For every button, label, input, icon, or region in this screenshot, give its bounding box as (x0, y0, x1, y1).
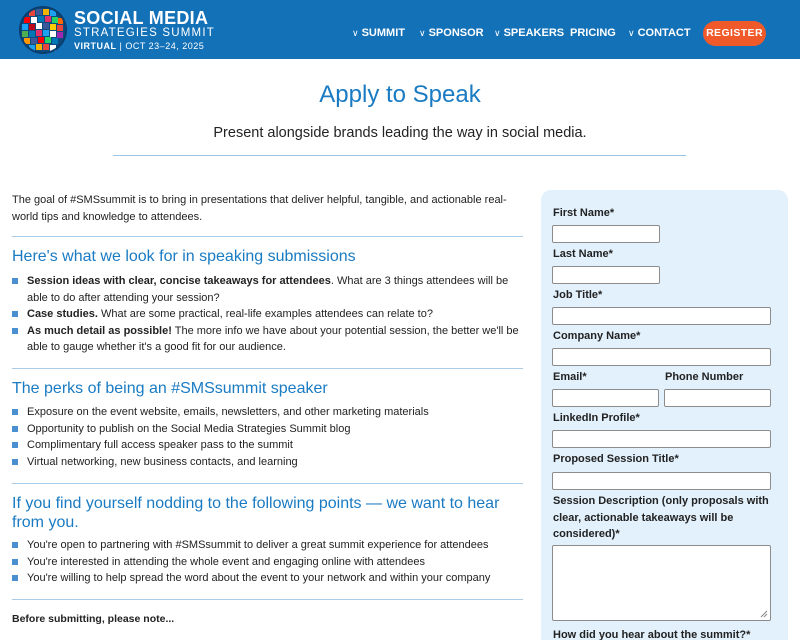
list-item (12, 437, 524, 454)
before-submitting-note: Before submitting, please note... (12, 613, 175, 625)
list-item-text: You're willing to help spread the word about the event to your network and within your company (27, 572, 491, 584)
company-name-input[interactable] (552, 348, 771, 366)
first-name-label: First Name* (553, 207, 615, 219)
list-item-text: Opportunity to publish on the Social Media Strategies Summit blog (27, 422, 351, 435)
bullet-square-icon (12, 575, 18, 581)
nav-label: SUMMIT (361, 27, 405, 39)
list-item (12, 570, 524, 587)
list-item (12, 421, 524, 438)
bullet-square-icon (12, 442, 18, 448)
last-name-label: Last Name* (553, 248, 613, 260)
bullet-square-icon (12, 328, 18, 334)
phone-number-label: Phone Number (665, 371, 744, 383)
list-item (12, 404, 524, 421)
job-title-input[interactable] (552, 307, 771, 325)
linkedin-label: LinkedIn Profile* (553, 412, 640, 424)
nav-label: SPEAKERS (503, 27, 565, 39)
email-label: Email* (553, 371, 587, 383)
nodding-list (12, 537, 524, 587)
perks-list (12, 404, 524, 470)
chevron-down-icon: ∨ (494, 28, 501, 38)
bullet-square-icon (12, 278, 18, 284)
hear-about-label: How did you hear about the summit?* (553, 629, 751, 640)
list-item-text: You're interested in attending the whole event and engaging online with attendees (27, 555, 425, 568)
list-item (12, 323, 524, 356)
list-item-bold: Case studies. (27, 308, 98, 320)
page-title: Apply to Speak (319, 81, 481, 108)
logo-title: SOCIAL MEDIA (74, 8, 209, 28)
logo-date-rest: | OCT 23–24, 2025 (116, 41, 205, 51)
bullet-square-icon (12, 559, 18, 565)
logo-date-prefix: VIRTUAL (74, 41, 117, 51)
chevron-down-icon: ∨ (352, 28, 359, 38)
divider (12, 368, 523, 369)
session-description-label: Session Description (only proposals with clear, actionable takeaways will be considered)* (553, 495, 769, 540)
email-input[interactable] (552, 389, 659, 407)
linkedin-input[interactable] (552, 430, 771, 448)
list-item-bold: As much detail as possible! (27, 324, 172, 337)
company-name-label: Company Name* (553, 330, 641, 342)
list-item (12, 306, 524, 323)
nav-label: SPONSOR (428, 27, 484, 39)
nav-item-sponsor[interactable] (419, 26, 484, 40)
list-item-text: What are some practical, real-life examples attendees can relate to? (97, 308, 433, 320)
nav-item-summit[interactable] (352, 26, 405, 40)
bullet-square-icon (12, 542, 18, 548)
nav-label: CONTACT (637, 27, 691, 39)
chevron-down-icon: ∨ (628, 28, 635, 38)
first-name-input[interactable] (552, 225, 660, 243)
list-item-text: . What are 3 things attendees will be able to do after attending your session? (27, 275, 509, 304)
divider (113, 155, 686, 156)
list-item-text: Complimentary full access speaker pass to the summit (27, 439, 293, 451)
bullet-square-icon (12, 426, 18, 432)
chevron-down-icon: ∨ (419, 28, 426, 38)
logo-globe-icon[interactable] (19, 6, 67, 54)
list-item-bold: Session ideas with clear, concise takeaways for attendees (27, 275, 331, 287)
nav-item-pricing[interactable] (570, 26, 616, 40)
job-title-label: Job Title* (553, 289, 603, 301)
session-title-input[interactable] (552, 472, 771, 490)
session-description-textarea[interactable] (552, 545, 771, 621)
list-item-text: The more info we have about your potential session, the better we'll be able to gauge whether it's a good fit for our audience. (27, 324, 519, 353)
nav-label: PRICING (570, 27, 616, 39)
logo-subtitle: STRATEGIES SUMMIT (74, 27, 215, 39)
phone-number-input[interactable] (664, 389, 771, 407)
list-item-text: Exposure on the event website, emails, newsletters, and other marketing materials (27, 406, 429, 418)
session-title-label: Proposed Session Title* (553, 453, 679, 465)
list-item (12, 554, 524, 571)
divider (12, 236, 523, 237)
list-item-text: Virtual networking, new business contacts, and learning (27, 455, 298, 468)
bullet-square-icon (12, 311, 18, 317)
site-header (0, 0, 800, 59)
nav-item-contact[interactable] (628, 26, 691, 40)
logo-event-date (74, 41, 204, 52)
divider (12, 483, 523, 484)
list-item (12, 454, 524, 471)
bullet-square-icon (12, 459, 18, 465)
intro-paragraph: The goal of #SMSsummit is to bring in presentations that deliver helpful, tangible, and actionable real-world tips and knowledge to attendees. (12, 194, 507, 223)
list-item (12, 273, 524, 306)
submissions-list (12, 273, 524, 356)
register-button[interactable]: REGISTER (703, 21, 766, 46)
section-heading-perks: The perks of being an #SMSsummit speaker (12, 380, 328, 397)
divider (12, 599, 523, 600)
list-item-text: You're open to partnering with #SMSsummit to deliver a great summit experience for attendees (27, 539, 489, 551)
bullet-square-icon (12, 409, 18, 415)
last-name-input[interactable] (552, 266, 660, 284)
resize-handle-icon[interactable] (760, 610, 768, 618)
section-heading-submissions: Here's what we look for in speaking submissions (12, 248, 356, 265)
nav-item-speakers[interactable] (494, 26, 564, 40)
list-item (12, 537, 524, 554)
page-subtitle: Present alongside brands leading the way in social media. (213, 125, 587, 141)
section-heading-nodding: If you find yourself nodding to the following points — we want to hear from you. (12, 495, 500, 531)
